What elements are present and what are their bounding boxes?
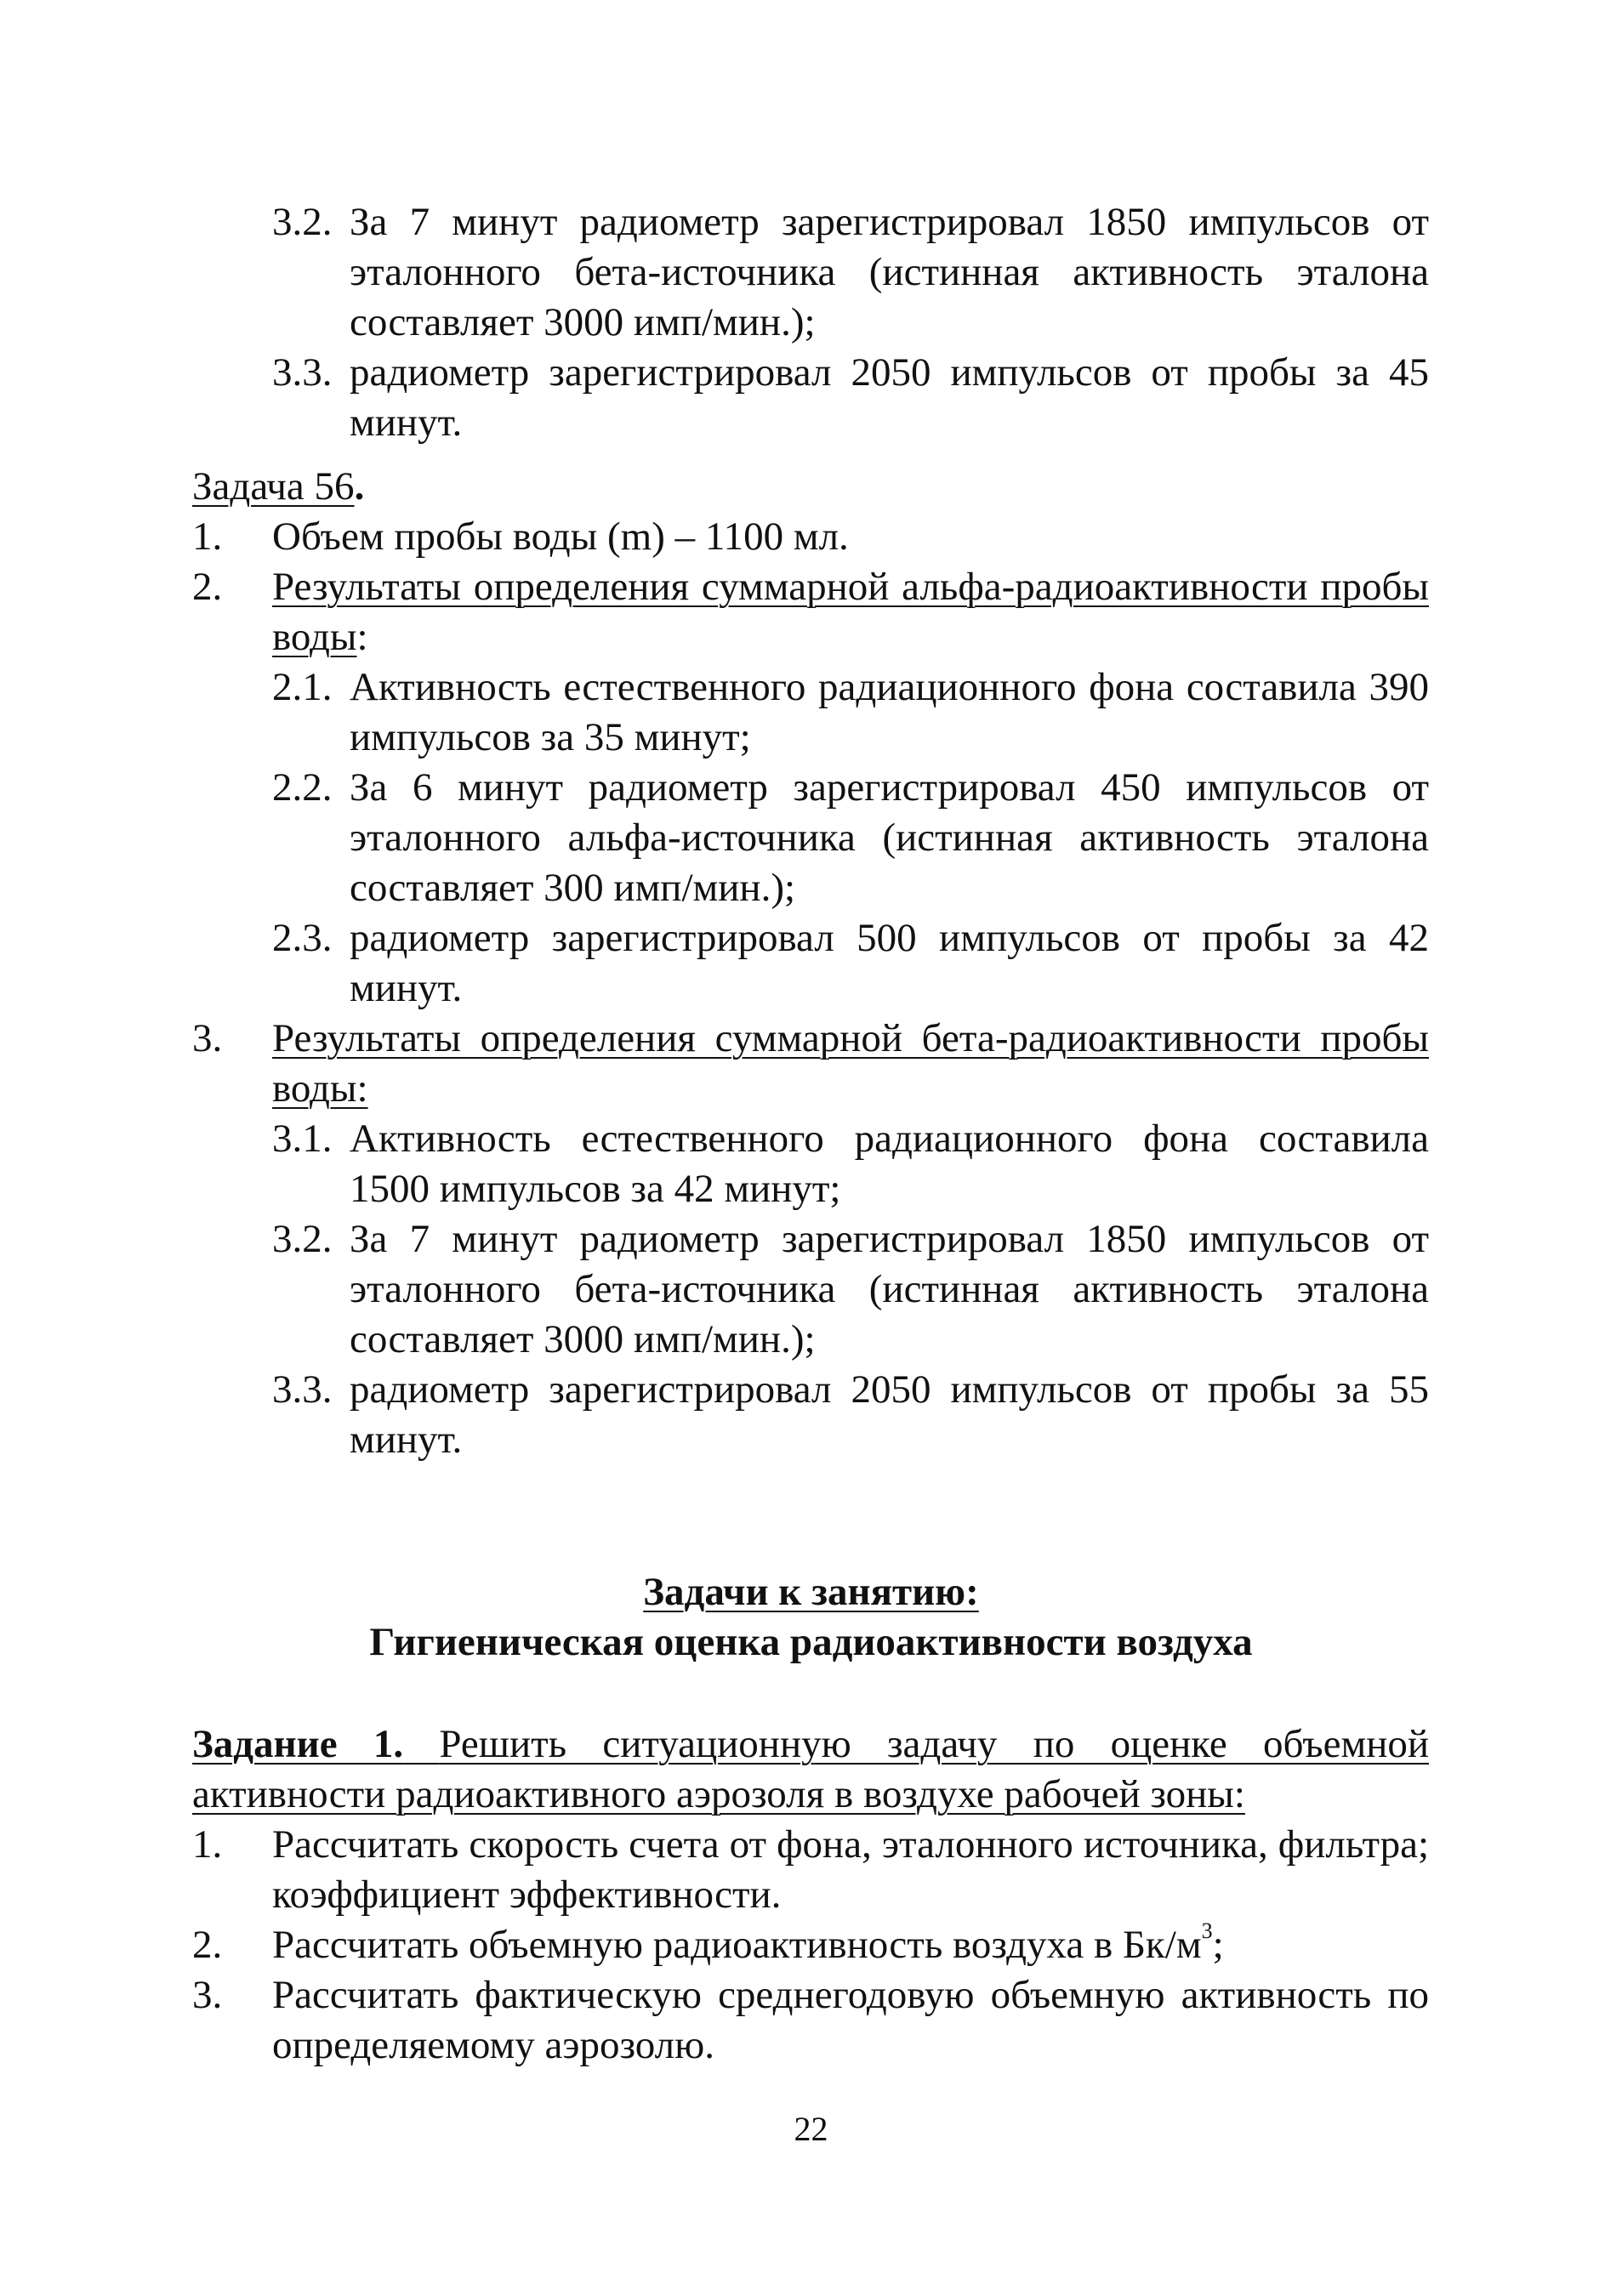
section-title-text: Задачи к занятию:	[643, 1570, 979, 1614]
superscript: 3	[1201, 1918, 1213, 1944]
sub-item-number: 2.3.	[272, 916, 333, 960]
item-text-main: Рассчитать объемную радиоактивность воздуха в Бк/м	[272, 1923, 1202, 1967]
item-text	[272, 1920, 1429, 1970]
item-text	[272, 562, 1429, 662]
item-text: Объем пробы воды (m) – 1100 мл.	[272, 514, 849, 559]
task-heading	[192, 462, 364, 512]
section-title	[0, 1567, 1622, 1617]
sub-item-text: Активность естественного радиационного фона составила 390 импульсов за 35 минут;	[350, 665, 1429, 759]
item-number: 2.	[192, 565, 223, 609]
item-text: Рассчитать фактическую среднегодовую объемную активность по определяемому аэрозолю.	[272, 1973, 1429, 2067]
section-subtitle: Гигиеническая оценка радиоактивности воздуха	[369, 1620, 1253, 1664]
sub-item-number: 3.1.	[272, 1117, 333, 1161]
task-heading-dot: .	[354, 464, 365, 509]
item-text: радиометр зарегистрировал 2050 импульсов от пробы за 45 минут.	[350, 350, 1429, 445]
page-number: 22	[794, 2110, 828, 2148]
sub-item-number: 2.2.	[272, 765, 333, 810]
item-number: 3.2.	[272, 200, 333, 244]
item-number: 1.	[192, 1822, 223, 1867]
item-text-tail: ;	[1212, 1923, 1224, 1967]
sub-item-text: Активность естественного радиационного фона составила 1500 импульсов за 42 минут;	[350, 1117, 1429, 1211]
sub-item-text: радиометр зарегистрировал 2050 импульсов от пробы за 55 минут.	[350, 1367, 1429, 1462]
assignment-intro-text	[192, 1719, 1429, 1820]
assignment-intro	[192, 1719, 1429, 1820]
sub-item-number: 3.2.	[272, 1217, 333, 1261]
assignment-label: Задание 1.	[192, 1722, 404, 1766]
item-number: 3.3.	[272, 350, 333, 395]
sub-item-text: радиометр зарегистрировал 500 импульсов от пробы за 42 минут.	[350, 916, 1429, 1010]
item-number: 1.	[192, 514, 223, 559]
task-heading-text: Задача 56	[192, 464, 355, 509]
sub-item-number: 3.3.	[272, 1367, 333, 1412]
item-text: Рассчитать скорость счета от фона, эталонного источника, фильтра; коэффициент эффективности.	[272, 1822, 1429, 1917]
item-number: 3.	[192, 1973, 223, 2017]
assignment-intro-body: Решить ситуационную задачу по оценке объемной активности радиоактивного аэрозоля в воздухе рабочей зоны:	[192, 1722, 1429, 1816]
item-colon: :	[356, 615, 368, 659]
sub-item-text: За 7 минут радиометр зарегистрировал 1850 импульсов от эталонного бета-источника (истинная активность эталона составляет 3000 имп/мин.);	[350, 1217, 1429, 1361]
item-text-underlined: Результаты определения суммарной альфа-радиоактивности пробы воды	[272, 565, 1429, 659]
sub-item-number: 2.1.	[272, 665, 333, 709]
sub-item-text: За 6 минут радиометр зарегистрировал 450 импульсов от эталонного альфа-источника (истинная активность эталона составляет 300 имп/мин.);	[350, 765, 1429, 910]
item-text: Результаты определения суммарной бета-радиоактивности пробы воды:	[272, 1016, 1429, 1111]
item-text: За 7 минут радиометр зарегистрировал 1850 импульсов от эталонного бета-источника (истинная активность эталона составляет 3000 имп/мин.);	[350, 200, 1429, 344]
item-number: 3.	[192, 1016, 223, 1060]
item-number: 2.	[192, 1923, 223, 1967]
